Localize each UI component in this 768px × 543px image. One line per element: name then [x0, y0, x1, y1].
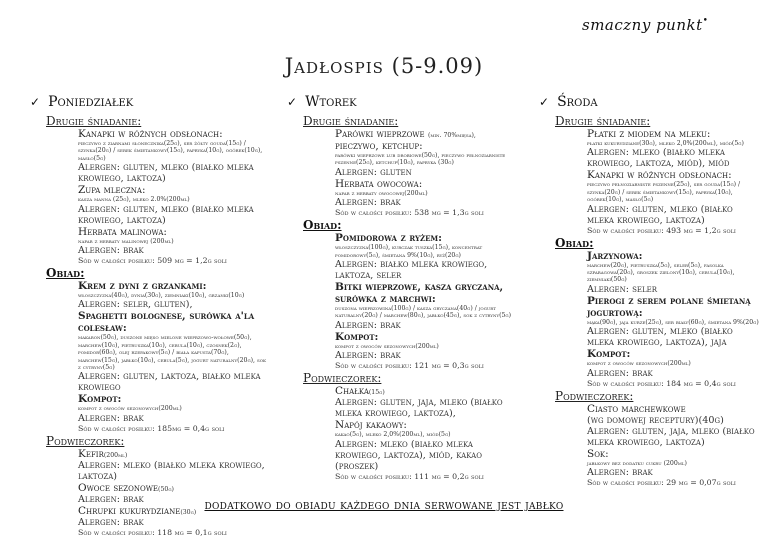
allergens: Alergen: brak	[78, 493, 144, 505]
menu-item-name: Spaghetti bolognese, surówka a'la colesław:	[78, 310, 255, 335]
menu-item-name: Parówki wieprzowe (min. 70%mięsa),	[335, 128, 476, 140]
checkmark-icon: ✓	[287, 95, 298, 109]
menu-item-name: Kanapki w różnych odsłonach:	[587, 169, 732, 182]
ingredients: parówki wieprzowe lub drobiowe(50g), pieczywo pełnoziarniste pszenne(25g), ketchup(10g), papryka (30g)	[335, 152, 506, 167]
breakfast-heading: Drugie śniadanie:	[303, 114, 399, 128]
ingredients: napar z herbaty owocowej(200ml)	[335, 189, 428, 197]
page-title: Jadłospis (5-9.09)	[284, 54, 484, 78]
sodium-total: Sód w całości posiłku: 184 mg = 0,4g soli	[587, 378, 736, 388]
menu-item-name: Chrupki kukurydziane(30g)	[78, 504, 197, 517]
ingredients: kakao(5g), mleko 2,0%(200ml), miód(5g)	[335, 431, 451, 439]
lunch-heading: Obiad:	[46, 266, 85, 281]
allergens: Alergen: gluten, mleko (białko mleka krowiego, laktoza)	[587, 203, 733, 226]
allergens: Alergen: brak	[335, 197, 401, 209]
menu-item-name: Kefir(200ml)	[78, 447, 128, 460]
snack-heading: Podwieczorek:	[555, 388, 634, 403]
ingredients: jabłkowy bez dodatku cukru (200ml)	[587, 459, 687, 467]
allergens: Alergen: mleko (białko mleka krowiego, laktoza), miód, kakao (proszek)	[335, 438, 482, 472]
menu-item-name: Kompot:	[335, 330, 379, 343]
menu-item-name: Krem z dyni z grzankami:	[78, 280, 207, 293]
menu-item-name: Płatki z miodem na mleku:	[587, 128, 711, 140]
ingredients: marchew(20g), pietruszka(5g), seler(5g), fasolka szparagowa(20g), groszek zielony(10g), cebula(10g), ziemniaki(50g)	[587, 261, 735, 284]
ingredients: włoszczyzna(40g), dynia(30g), ziemniaki(10g), grzanki(10g)	[78, 292, 245, 300]
day-heading: ✓ Poniedziałek	[30, 94, 134, 110]
menu-item-name: Jarzynowa:	[587, 249, 643, 262]
ingredients: płatki kukurydziane(30g), mleko 2,0%(200ml), miód(5g)	[587, 140, 744, 147]
day-column-tuesday	[287, 94, 519, 482]
allergens: Alergen: brak	[78, 516, 144, 528]
menu-item-name: Owoce sezonowe(50g)	[78, 481, 174, 494]
ingredients: makaron(50g), duszone mięso mielone wieprzowo-wołowe(50g), marchew(10g), pietruszka(10g), cebula(10g), czosnek(2g), pomidor(60g), olej rzepakowy(5g) / biała kapusta(70g), marchew(15g), jabłko(10g), cebula(5g), jogurt naturalny(20g), sok z cytryny(5g)	[78, 334, 267, 372]
snack-heading: Podwieczorek:	[303, 371, 382, 386]
checkmark-icon: ✓	[539, 95, 550, 109]
allergens: Alergen: brak	[587, 467, 653, 479]
allergens: Alergen: brak	[78, 412, 144, 424]
sodium-total: Sód w całości posiłku: 29 mg = 0,07g soli	[587, 478, 736, 488]
allergens: Alergen: gluten, jaja, mleko (białko mleka krowiego, laktoza),	[335, 397, 503, 420]
menu-item-name: Napój kakaowy:	[335, 419, 407, 432]
ingredients: kompot z owoców sezonowych(200ml)	[78, 405, 182, 413]
footer-note: dodatkowo do obiadu każdego dnia serwowane jest jabłko	[204, 497, 564, 512]
sodium-total: Sód w całości posiłku: 185mg = 0,4g soli	[78, 423, 225, 433]
snack-heading: Podwieczorek:	[46, 433, 125, 448]
brand-logo: smaczny punkt•	[582, 16, 709, 34]
day-column-wednesday	[539, 94, 761, 488]
lunch-heading: Obiad:	[303, 218, 342, 233]
menu-item-name: Chałka(15g)	[335, 385, 385, 398]
ingredients: (wg domowej receptury)(40g)	[587, 414, 724, 426]
menu-item-name: Kompot:	[78, 393, 122, 406]
menu-item-name: Herbata malinowa:	[78, 225, 167, 238]
allergens: Alergen: mleko (białko mleka krowiego, laktoza)	[78, 459, 265, 482]
sodium-total: Sód w całości posiłku: 509 mg = 1,2g soli	[78, 256, 227, 266]
allergens: Alergen: mleko (białko mleka krowiego, laktoza, miód), miód	[587, 147, 730, 170]
ingredients: mąka(90g), jaja kurze(25g), ser biały(60g), śmietana 9%(20g)	[587, 318, 759, 326]
allergens: Alergen: brak	[335, 350, 401, 362]
ingredients: włoszczyzna(100g), kurczak tuszka(15g), koncentrat pomidorowy(5g), śmietana 9%(10g), ryż(20g)	[335, 244, 483, 259]
allergens: Alergen: gluten	[335, 166, 412, 178]
breakfast-heading: Drugie śniadanie:	[46, 114, 142, 128]
sodium-total: Sód w całości posiłku: 493 mg = 1,2g soli	[587, 225, 736, 235]
ingredients: kasza manna (25g), mleko 2.0%(200ml)	[78, 196, 190, 204]
menu-item-name: Sok:	[587, 447, 609, 460]
day-heading: ✓ Środa	[539, 94, 598, 110]
menu-item-name: Kompot:	[587, 348, 631, 361]
ingredients: napar z herbaty malinowej (200ml)	[78, 237, 174, 245]
allergens: Alergen: seler	[587, 283, 657, 295]
sodium-total: Sód w całości posiłku: 538 mg = 1,3g soli	[335, 208, 484, 218]
allergens: Alergen: brak	[78, 245, 144, 257]
allergens: Alergen: gluten, mleko (białko mleka krowiego, laktoza)	[78, 162, 254, 185]
checkmark-icon: ✓	[30, 95, 41, 109]
ingredients: pieczywo pełnoziarniste pszenne(25g), ser gouda(15g) / szynka(20g) / serek śmietankowy(15g), papryka(10g), ogórek(10g), masło(5g)	[587, 181, 741, 204]
lunch-heading: Obiad:	[555, 235, 594, 250]
ingredients: kompot z owoców sezonowych(200ml)	[335, 342, 439, 350]
menu-item-name: Kanapki w różnych odsłonach:	[78, 128, 223, 140]
day-column-monday	[30, 94, 270, 538]
breakfast-heading: Drugie śniadanie:	[555, 114, 651, 128]
menu-item-name: Zupa mleczna:	[78, 184, 146, 197]
sodium-total: Sód w całości posiłku: 111 mg = 0,2g soli	[335, 471, 484, 481]
day-heading: ✓ Wtorek	[287, 94, 357, 110]
menu-item-name: Pomidorowa z ryżem:	[335, 232, 443, 245]
allergens: Alergen: gluten, mleko (białko mleka krowiego, laktoza), jaja	[587, 326, 733, 349]
ingredients: duszona wieprzowina(100g) / kasza gryczana(40g) / jogurt naturalny(20g) / marchew(80g), jabłko(45g), sok z cytryny(5g)	[335, 305, 512, 320]
sodium-total: Sód w całości posiłku: 118 mg = 0,1g soli	[78, 527, 227, 537]
allergens: Alergen: białko mleka krowiego, laktoza, seler	[335, 259, 488, 282]
allergens: Alergen: gluten, laktoza, białko mleka krowiego	[78, 371, 261, 394]
menu-item-name: Herbata owocowa:	[335, 177, 423, 190]
allergens: Alergen: seler, gluten),	[78, 299, 193, 311]
allergens: Alergen: brak	[335, 319, 401, 331]
ingredients: kompot z owoców sezonowych(200ml)	[587, 360, 691, 368]
allergens: Alergen: gluten, mleko (białko mleka krowiego, laktoza)	[78, 203, 254, 226]
menu-item-name: Ciasto marchewkowe	[587, 402, 686, 415]
menu-item-name: pieczywo, ketchup:	[335, 140, 423, 152]
sodium-total: Sód w całości posiłku: 121 mg = 0,3g soli	[335, 361, 484, 371]
menu-item-name: Pierogi z serem polane śmietaną jogurtową:	[587, 294, 751, 319]
menu-item-name: Bitki wieprzowe, kasza gryczana, surówka z marchwi:	[335, 281, 504, 306]
allergens: Alergen: brak	[587, 367, 653, 379]
ingredients: pieczywo z ziarnami słonecznika(25g), ser żółty gouda(15g) / szynka(20g) / serek śmietankowy(15g), papryka(10g), ogórek(10g), masło(5g)	[78, 140, 263, 162]
allergens: Alergen: gluten, jaja, mleko (białko mleka krowiego, laktoza)	[587, 425, 755, 448]
